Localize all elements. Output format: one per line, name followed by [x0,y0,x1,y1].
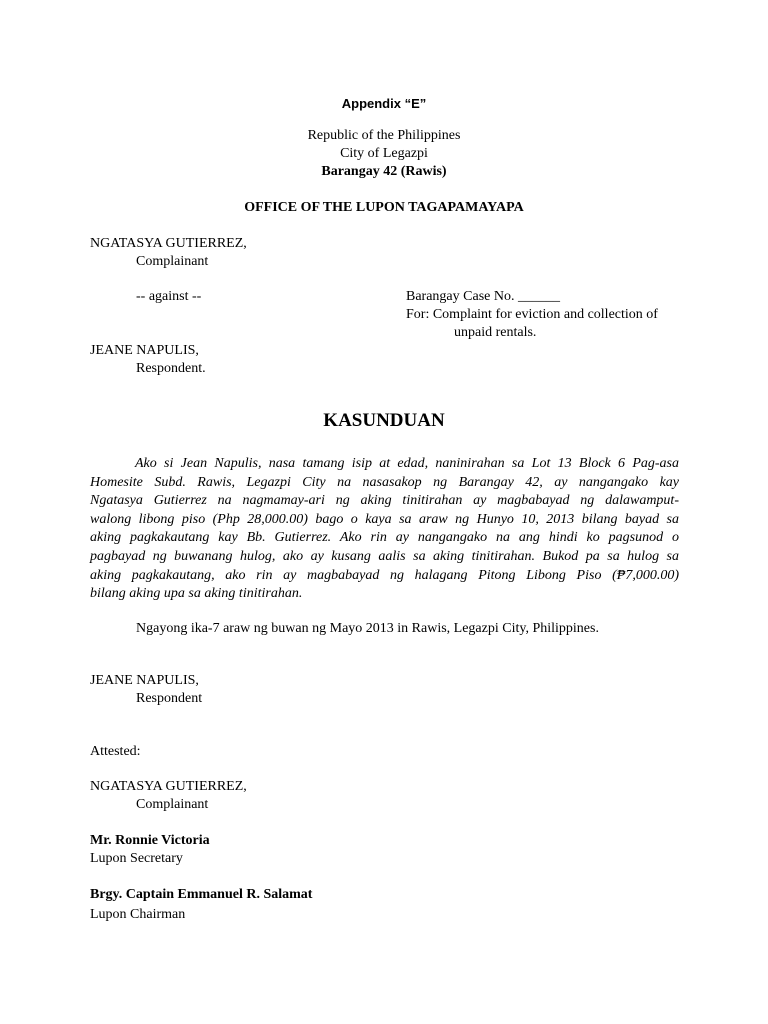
appendix-label: Appendix “E” [341,96,427,111]
city-line: City of Legazpi [340,146,428,161]
agreement-paragraph [90,455,679,604]
office-title: OFFICE OF THE LUPON TAGAPAMAYAPA [244,200,524,215]
attested-label: Attested: [90,744,141,759]
paragraph-line: pagbayad ng buwanang hulog, ako ay kusang aalis sa aking tinitirahan. Bukod pa sa hulog sa [90,548,679,564]
dateline: Ngayong ika-7 araw ng buwan ng Mayo 2013 in Rawis, Legazpi City, Philippines. [136,621,599,636]
case-subject-line2: unpaid rentals. [454,325,537,340]
chairman-name: Brgy. Captain Emmanuel R. Salamat [90,887,313,902]
republic-line: Republic of the Philippines [307,128,461,143]
document-title: KASUNDUAN [323,410,445,431]
paragraph-line: bilang aking upa sa aking tinitirahan. [90,586,303,602]
respondent-role: Respondent. [136,361,206,376]
signature-respondent-name: JEANE NAPULIS, [90,673,199,688]
paragraph-line: walong libong piso (Php 28,000.00) bago o kaya sa araw ng Hunyo 10, 2013 bilang bayad sa [90,511,679,527]
case-number: Barangay Case No. ______ [406,289,560,304]
respondent-name: JEANE NAPULIS, [90,343,199,358]
complainant-role: Complainant [136,254,209,269]
chairman-role: Lupon Chairman [90,907,186,922]
paragraph-line: Ako si Jean Napulis, nasa tamang isip at edad, naninirahan sa Lot 13 Block 6 Pag-asa [135,456,679,471]
paragraph-line: aking pagkakautang kay Bb. Gutierrez. Ako rin ay nangangako na ang hindi ko pagsunod o [90,530,679,546]
paragraph-line: aking pagkakautang, ako rin ay magbabayad ng halagang Pitong Libong Piso (₱7,000.00) [90,567,679,583]
against-line: -- against -- [136,289,202,304]
barangay-line: Barangay 42 (Rawis) [321,164,447,179]
secretary-role: Lupon Secretary [90,851,183,866]
secretary-name: Mr. Ronnie Victoria [90,833,210,848]
paragraph-line: Ngatasya Gutierrez na nagmamay-ari ng aking tinitirahan ay magbabayad ng dalawamput- [90,493,679,509]
signature-complainant-name: NGATASYA GUTIERREZ, [90,779,247,794]
case-subject-line1: For: Complaint for eviction and collection of [406,307,658,322]
signature-respondent-role: Respondent [136,691,203,706]
complainant-name: NGATASYA GUTIERREZ, [90,236,247,251]
paragraph-line: Homesite Subd. Rawis, Legazpi City na nasasakop ng Barangay 42, ay nangangako kay [90,474,679,490]
signature-complainant-role: Complainant [136,797,209,812]
